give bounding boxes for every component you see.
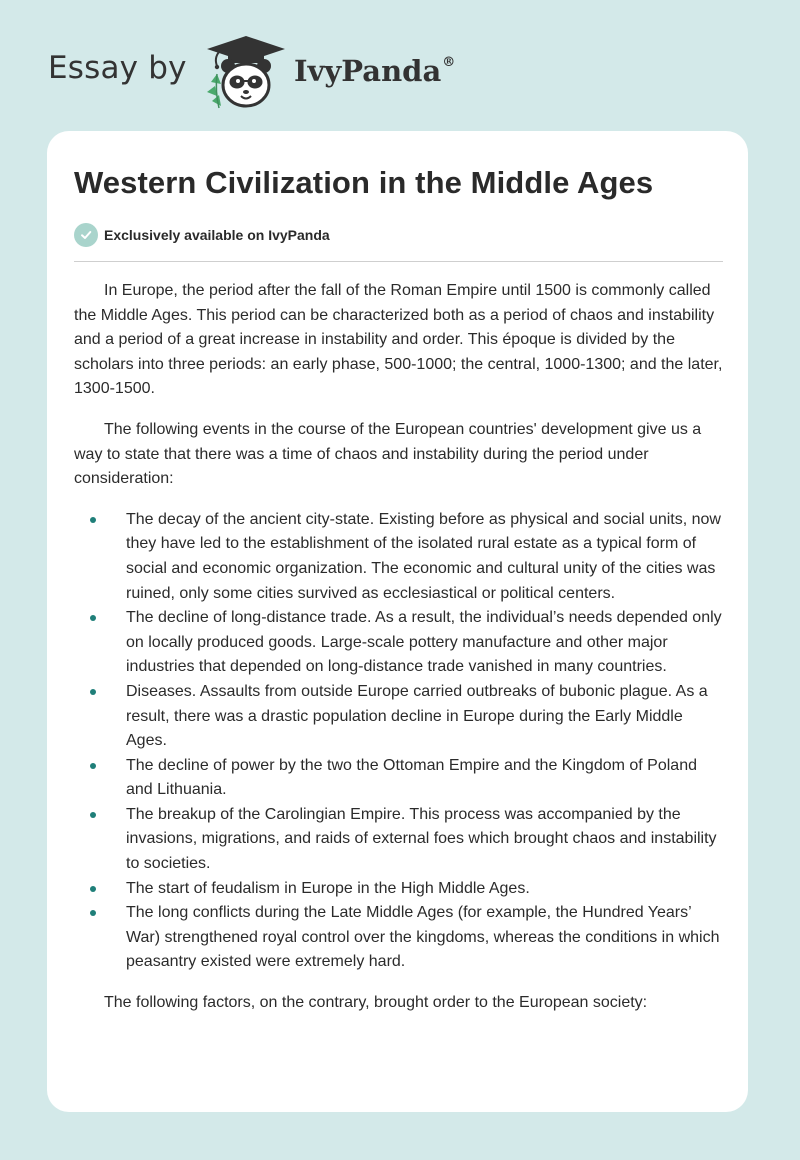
- bullet-list: [74, 508, 726, 975]
- list-item: The decay of the ancient city-state. Existing before as physical and social units, now they have led to the establishment of the isolated rural estate as a typical form of social and economic organization. The economic and cultural unity of the cities was ruined, only some cities survived as ecclesiastical or political centers.: [126, 508, 726, 606]
- essay-body: [74, 279, 726, 1032]
- trademark-mark: ®: [442, 55, 456, 71]
- paragraph: The following events in the course of the European countries' development give us a way to state that there was a time of chaos and instability during the period under consideration:: [74, 420, 702, 488]
- list-item: The start of feudalism in Europe in the High Middle Ages.: [126, 877, 726, 902]
- brand-name[interactable]: [294, 54, 455, 88]
- list-item: The decline of power by the two the Ottoman Empire and the Kingdom of Poland and Lithuania.: [126, 754, 726, 803]
- brand-text: IvyPanda: [294, 54, 442, 88]
- list-item: The breakup of the Carolingian Empire. This process was accompanied by the invasions, migrations, and raids of external foes which brought chaos and instability to societies.: [126, 803, 726, 877]
- exclusive-badge: [74, 223, 330, 247]
- check-icon: [74, 223, 98, 247]
- badge-label: Exclusively available on IvyPanda: [104, 227, 330, 243]
- list-item: The decline of long-distance trade. As a result, the individual’s needs depended only on locally produced goods. Large-scale pottery manufacture and other major industries that depended on long-distance trade vanished in many countries.: [126, 606, 726, 680]
- page-title: Western Civilization in the Middle Ages: [74, 165, 654, 200]
- list-item: Diseases. Assaults from outside Europe carried outbreaks of bubonic plague. As a result, there was a drastic population decline in Europe during the Early Middle Ages.: [126, 680, 726, 754]
- essay-card: [47, 131, 748, 1112]
- paragraph: In Europe, the period after the fall of the Roman Empire until 1500 is commonly called the Middle Ages. This period can be characterized both as a period of chaos and instability and a period of a great increase in instability and order. This époque is divided by the scholars into three periods: an early phase, 500-1000; the central, 1000-1300; and the later, 1300-1500.: [74, 282, 723, 398]
- panda-logo-icon[interactable]: [201, 34, 291, 110]
- paragraph: The following factors, on the contrary, brought order to the European society:: [104, 994, 648, 1012]
- essay-by-label: Essay by: [48, 50, 187, 86]
- list-item: The long conflicts during the Late Middle Ages (for example, the Hundred Years’ War) strengthened royal control over the kingdoms, whereas the conditions in which peasantry existed were extremely hard.: [126, 901, 726, 975]
- divider: [74, 261, 723, 262]
- site-header: [48, 30, 548, 110]
